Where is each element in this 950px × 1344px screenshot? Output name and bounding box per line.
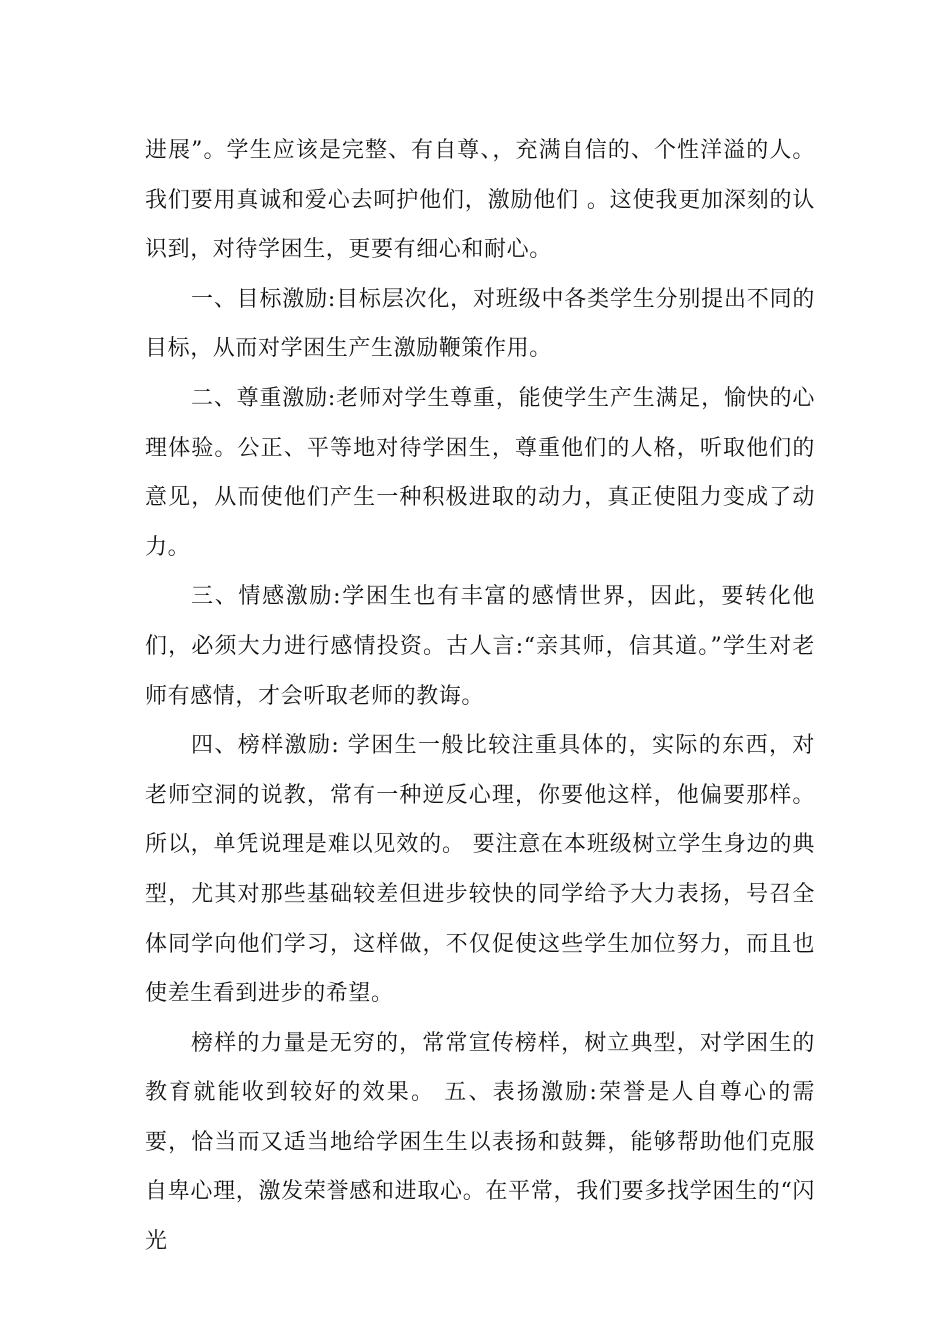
paragraph-goal-motivation: 一、目标激励:目标层次化，对班级中各类学生分别提出不同的目标，从而对学困生产生激励鞭策作用。: [145, 286, 815, 362]
paragraph-respect-motivation: 二、尊重激励:老师对学生尊重，能使学生产生满足，愉快的心理体验。公正、平等地对待学困生，尊重他们的人格，听取他们的意见，从而使他们产生一种积极进取的动力，真正使阻力变成了动力。: [145, 385, 815, 560]
paragraph-emotion-motivation: 三、情感激励:学困生也有丰富的感情世界，因此，要转化他们，必须大力进行感情投资。古人言:“亲其师，信其道。”学生对老师有感情，才会听取老师的教诲。: [145, 584, 815, 709]
paragraph-role-model-motivation: 四、榜样激励: 学困生一般比较注重具体的，实际的东西，对老师空洞的说教，常有一种逆反心理，你要他这样，他偏要那样。所以，单凭说理是难以见效的。 要注意在本班级树立学生身边的典型，尤其对那些基础较差但进步较快的同学给予大力表扬，号召全体同学向他们学习，这样做，不仅促使这些学生加位努力，而且也使差生看到进步的希望。: [145, 733, 815, 1007]
paragraph-intro: 进展”。学生应该是完整、有自尊、，充满自信的、个性洋溢的人。我们要用真诚和爱心去呵护他们，激励他们 。这使我更加深刻的认识到，对待学困生，更要有细心和耐心。: [145, 138, 815, 263]
paragraph-praise-motivation: 榜样的力量是无穷的，常常宣传榜样，树立典型，对学困生的教育就能收到较好的效果。 五、表扬激励:荣誉是人自尊心的需要，恰当而又适当地给学困生生以表扬和鼓舞，能够帮助他们克服自卑心理，激发荣誉感和进取心。在平常，我们要多找学困生的“闪光: [145, 1030, 815, 1255]
document-body: [145, 126, 815, 1267]
